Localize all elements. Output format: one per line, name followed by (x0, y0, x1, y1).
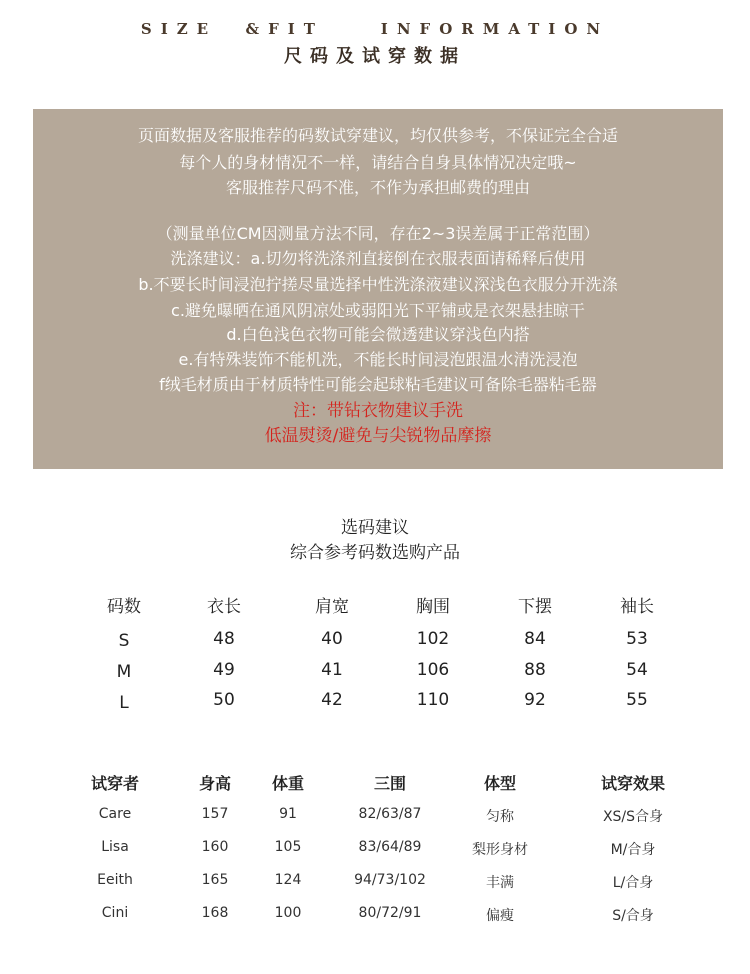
page-header (0, 20, 750, 68)
fit-cell: 83/64/89 (358, 839, 422, 855)
fit-cell: 124 (274, 872, 302, 888)
notice-panel (33, 109, 723, 469)
size-cell: 54 (626, 660, 648, 680)
fit-cell: 105 (274, 839, 302, 855)
size-cell: 88 (524, 660, 546, 680)
notice-line: 客服推荐尺码不准，不作为承担邮费的理由 (225, 178, 530, 197)
fit-table-header: 试穿者 (90, 774, 139, 793)
fit-cell: Lisa (101, 839, 129, 855)
advice-title: 选码建议 (341, 518, 409, 538)
size-cell: 102 (416, 629, 450, 649)
fit-cell: 匀称 (486, 809, 514, 825)
fit-cell: XS/S合身 (602, 809, 664, 825)
notice-line: （测量单位CM因测量方法不同，存在2~3误差属于正常范围） (156, 224, 600, 243)
fit-table-header: 试穿效果 (600, 774, 665, 793)
size-advice (0, 516, 750, 566)
advice-subtitle: 综合参考码数选购产品 (290, 543, 460, 563)
size-table-header: 袖长 (620, 597, 654, 617)
size-table-header: 下摆 (518, 597, 552, 617)
fit-cell: Care (98, 806, 132, 822)
fit-table-header: 体重 (271, 774, 304, 793)
size-cell: M (116, 662, 132, 682)
title-english: SIZE &FIT INFORMATION (140, 20, 610, 38)
fit-cell: 157 (201, 806, 229, 822)
notice-line: 页面数据及客服推荐的码数试穿建议，均仅供参考，不保证完全合适 (137, 126, 618, 145)
notice-line: 洗涤建议：a.切勿将洗涤剂直接倒在衣服表面请稀释后使用 (170, 249, 586, 268)
fit-cell: Eeith (97, 872, 133, 888)
size-table-header: 码数 (107, 597, 141, 617)
size-cell: 49 (213, 660, 235, 680)
fit-cell: 168 (201, 905, 229, 921)
fit-table-header: 身高 (198, 774, 231, 793)
size-table-header: 胸围 (416, 597, 450, 617)
notice-line: d.白色浅色衣物可能会微透建议穿浅色内搭 (226, 325, 530, 344)
size-cell: S (118, 631, 130, 651)
size-cell: 50 (213, 690, 235, 710)
size-cell: 106 (416, 660, 450, 680)
fit-cell: M/合身 (610, 842, 656, 858)
fit-cell: 94/73/102 (354, 872, 426, 888)
size-cell: 48 (213, 629, 235, 649)
fit-table-header: 体型 (483, 774, 516, 793)
fit-cell: 梨形身材 (472, 842, 528, 858)
title-chinese: 尺码及试穿数据 (284, 46, 466, 67)
size-cell: 55 (626, 690, 648, 710)
fit-table-header: 三围 (373, 774, 406, 793)
notice-red-line: 低温熨烫/避免与尖锐物品摩擦 (264, 426, 492, 446)
fit-cell: Cini (101, 905, 129, 921)
fit-cell: 91 (279, 806, 297, 822)
fit-cell: 偏瘦 (486, 908, 514, 924)
notice-red-line: 注：带钻衣物建议手洗 (293, 401, 463, 421)
size-cell: 40 (321, 629, 343, 649)
notice-line: b.不要长时间浸泡拧搓尽量选择中性洗涤液建议深浅色衣服分开洗涤 (138, 275, 618, 294)
size-cell: 41 (321, 660, 343, 680)
size-cell: L (119, 693, 129, 713)
size-cell: 84 (524, 629, 546, 649)
fit-cell: 80/72/91 (358, 905, 422, 921)
fit-cell: 82/63/87 (358, 806, 422, 822)
size-table-header: 衣长 (207, 597, 241, 617)
fit-cell: 160 (201, 839, 229, 855)
size-cell: 42 (321, 690, 343, 710)
fit-cell: 100 (274, 905, 302, 921)
size-cell: 110 (416, 690, 450, 710)
notice-line: e.有特殊装饰不能机洗，不能长时间浸泡跟温水清洗浸泡 (178, 350, 578, 369)
fit-cell: L/合身 (612, 875, 654, 891)
notice-line: c.避免曝晒在通风阴凉处或弱阳光下平铺或是衣架悬挂晾干 (171, 301, 585, 320)
size-cell: 92 (524, 690, 546, 710)
fit-cell: S/合身 (612, 908, 654, 924)
notice-line: 每个人的身材情况不一样，请结合自身具体情况决定哦~ (179, 153, 577, 172)
fit-cell: 丰满 (486, 875, 514, 891)
size-table-header: 肩宽 (315, 597, 349, 617)
size-cell: 53 (626, 629, 648, 649)
fit-cell: 165 (201, 872, 229, 888)
notice-line: f绒毛材质由于材质特性可能会起球粘毛建议可备除毛器粘毛器 (159, 375, 597, 394)
